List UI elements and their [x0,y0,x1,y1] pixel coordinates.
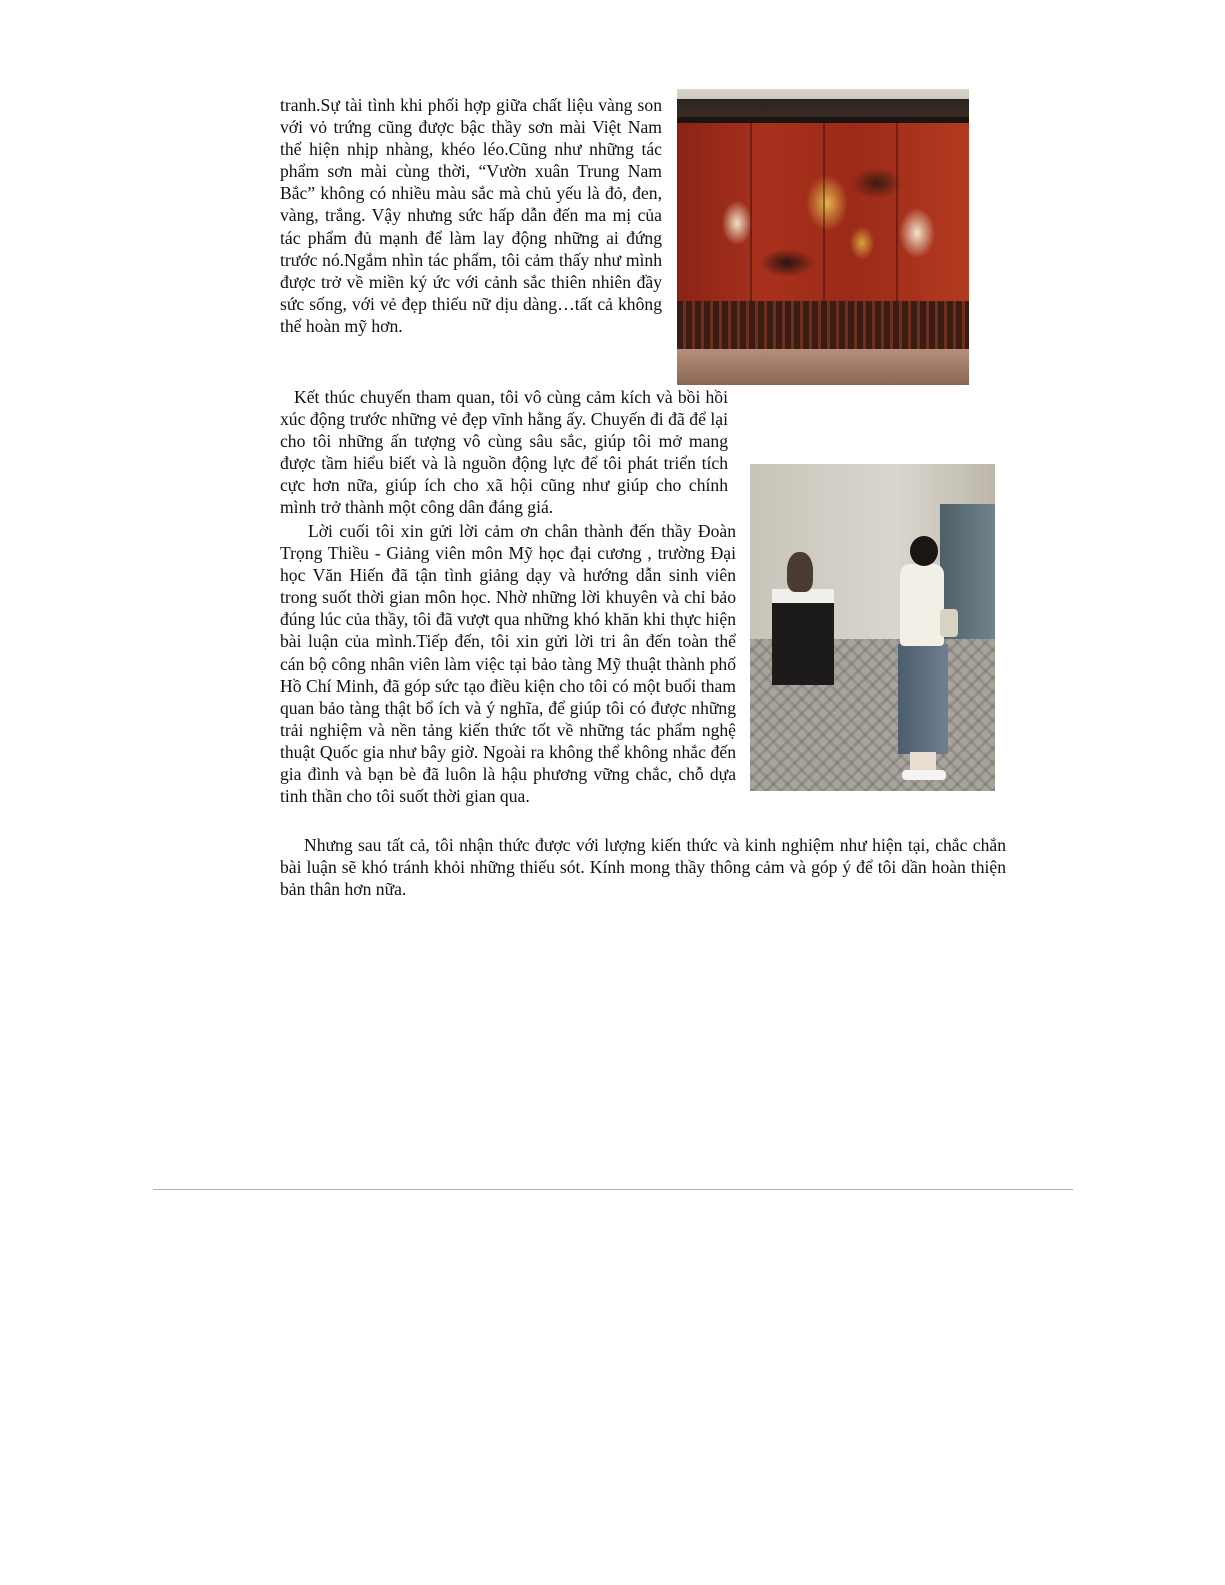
display-base [677,349,969,385]
lacquer-frame [677,301,969,349]
paragraph-painting-description: tranh.Sự tài tình khi phối hợp giữa chất liệu vàng son với vỏ trứng cũng được bậc thầy sơn mài Việt Nam thể hiện nhịp nhàng, khéo léo.Cũng như những tác phẩm sơn mài cùng thời, “Vườn xuân Trung Nam Bắc” không có nhiều màu sắc mà chủ yếu là đỏ, đen, vàng, trắng. Vậy nhưng sức hấp dẫn đến ma mị của tác phẩm đủ mạnh để làm lay động những ai đứng trước nó.Ngắm nhìn tác phẩm, tôi cảm thấy như mình được trở về miền ký ức với cảnh sắc thiên nhiên đầy sức sống, với vẻ đẹp thiếu nữ dịu dàng…tất cả không thể hoàn mỹ hơn. [280,95,662,336]
sculpture-bust [787,552,813,592]
paragraph-acknowledgement: Lời cuối tôi xin gửi lời cảm ơn chân thành đến thầy Đoàn Trọng Thiều - Giảng viên môn Mỹ học đại cương , trường Đại học Văn Hiến đã tận tình giảng dạy và hướng dẫn sinh viên trong suốt thời gian môn học. Nhờ những lời khuyên và chỉ bảo đúng lúc của thầy, tôi đã vượt qua những khó khăn khi thực hiện bài luận của mình.Tiếp đến, tôi xin gửi lời tri ân đến toàn thể cán bộ công nhân viên làm việc tại bảo tàng Mỹ thuật thành phố Hồ Chí Minh, đã góp sức tạo điều kiện cho tôi có một buổi tham quan bảo tàng thật bổ ích và ý nghĩa, để giúp tôi có được những trải nghiệm và nền tảng kiến thức tốt về những tác phẩm nghệ thuật Quốc gia như bây giờ. Ngoài ra không thể không nhắc đến gia đình và bạn bè đã luôn là hậu phương vững chắc, chỗ dựa tinh thần cho tôi suốt thời gian qua. [280,521,736,807]
museum-visit-photo [750,464,995,791]
paragraph-conclusion: Kết thúc chuyến tham quan, tôi vô cùng cảm kích và bồi hồi xúc động trước những vẻ đẹp vĩnh hằng ấy. Chuyến đi đã để lại cho tôi những ấn tượng vô cùng sâu sắc, giúp tôi mở mang được tầm hiểu biết và là nguồn động lực để tôi phát triển tích cực hơn nữa, giúp ích cho xã hội cũng như giúp cho chính mình trở thành một công dân đáng giá. [280,387,728,518]
page-divider [153,1189,1073,1190]
sculpture-pedestal [772,603,834,685]
lacquer-painting-photo [677,89,969,385]
visitor-figure [910,536,938,566]
paragraph-closing: Nhưng sau tất cả, tôi nhận thức được với lượng kiến thức và kinh nghiệm như hiện tại, chắc chắn bài luận sẽ khó tránh khỏi những thiếu sót. Kính mong thầy thông cảm và góp ý để tôi dần hoàn thiện bản thân hơn nữa. [280,835,1006,900]
